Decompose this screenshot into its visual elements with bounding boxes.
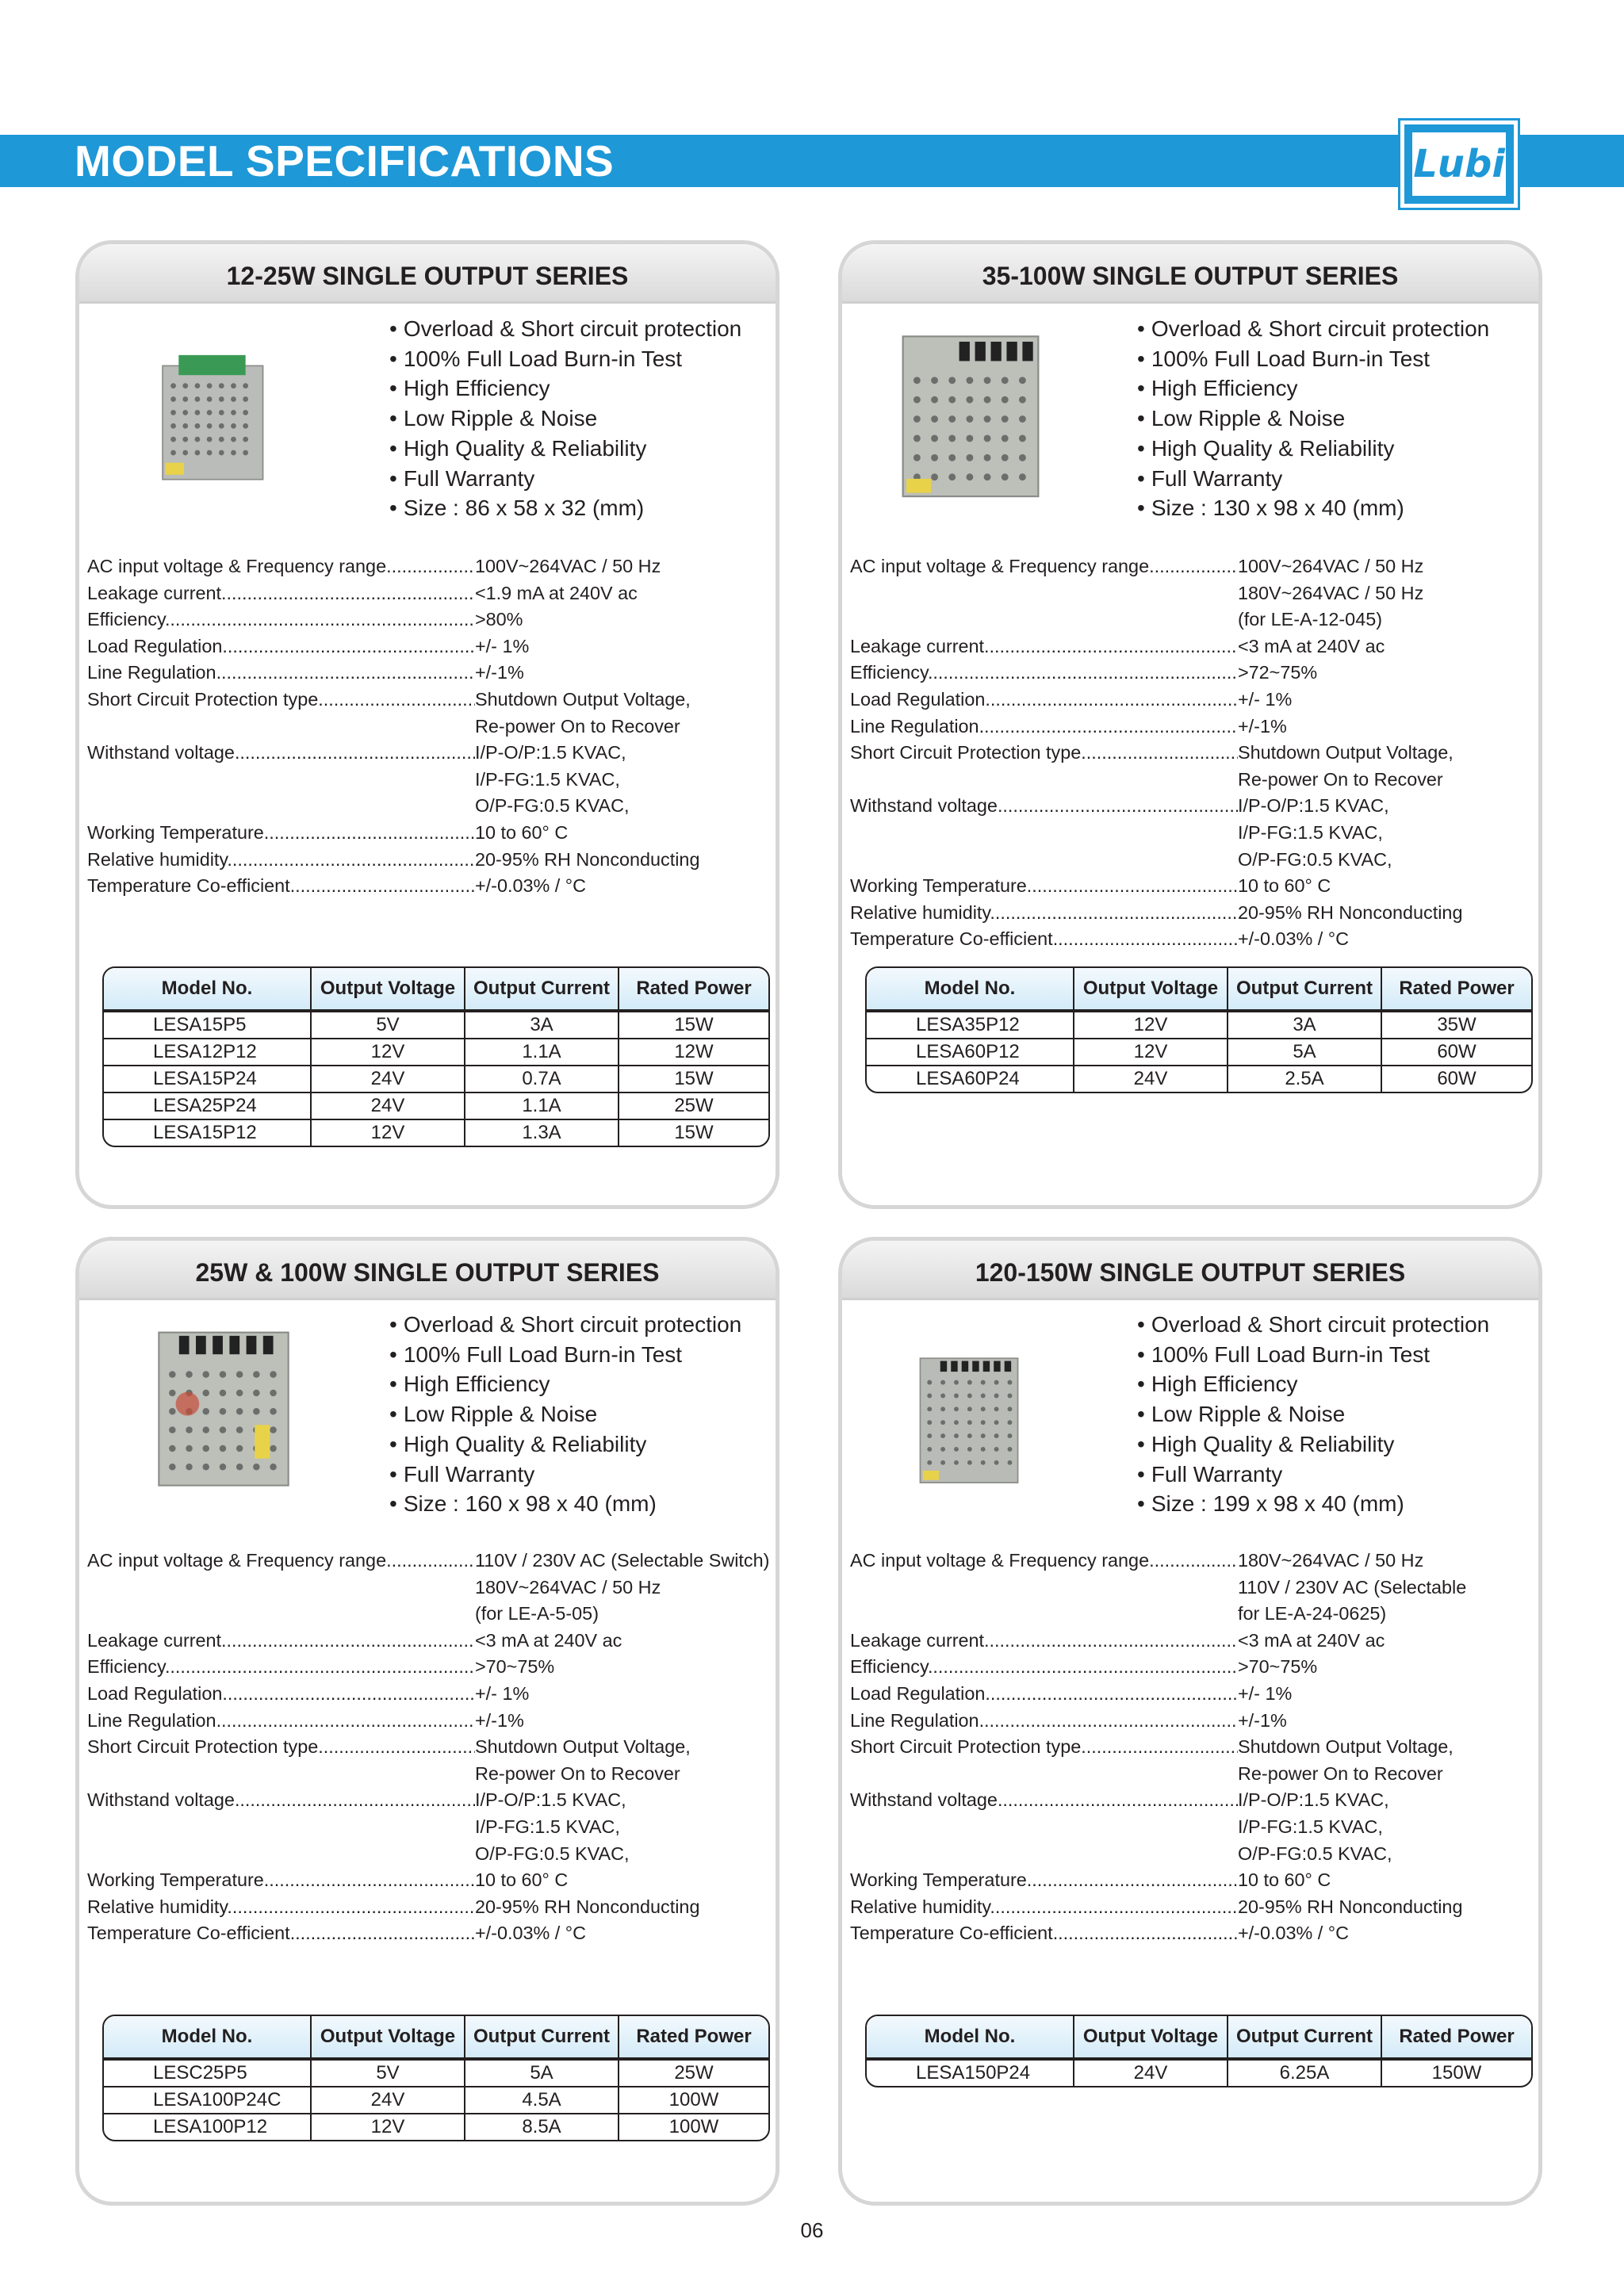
spec-row: [87, 1654, 769, 1681]
table-cell: 5A: [1227, 1039, 1381, 1065]
spec-label: AC input voltage & Frequency range .....: [87, 1548, 475, 1628]
spec-value: I/P-FG:1.5 KVAC,: [1238, 1816, 1383, 1837]
table-cell: 4.5A: [464, 2087, 618, 2113]
spec-row: [850, 1681, 1466, 1708]
spec-label: Temperature Co-efficient .....: [850, 926, 1238, 953]
spec-value: >80%: [475, 609, 523, 630]
power-supply-image: [154, 1312, 293, 1502]
spec-value: 10 to 60° C: [475, 1869, 569, 1891]
spec-value: <3 mA at 240V ac: [1238, 635, 1385, 656]
table-cell: LESA25P24: [153, 1095, 257, 1116]
spec-label: Leakage current .....: [850, 1628, 1238, 1655]
power-supply-image: [914, 1312, 1025, 1526]
table-cell: LESA15P5: [153, 1014, 247, 1035]
spec-label: Relative humidity .....: [87, 847, 475, 874]
table-cell: 1.3A: [464, 1120, 618, 1146]
spec-value: 10 to 60° C: [1238, 1869, 1331, 1891]
table-header-cell: Rated Power: [1381, 2016, 1531, 2057]
spec-row: [850, 873, 1462, 900]
table-cell: 1.1A: [464, 1039, 618, 1065]
feature-list: [389, 314, 741, 523]
feature-list: [1137, 1310, 1489, 1519]
power-supply-image: [159, 347, 270, 490]
table-header-row: [867, 968, 1531, 1011]
spec-value: <1.9 mA at 240V ac: [475, 582, 638, 603]
table-cell: 24V: [310, 1066, 464, 1092]
spec-value: Shutdown Output Voltage,: [1238, 1736, 1454, 1758]
table-cell: 25W: [618, 2061, 768, 2086]
table-cell: 12V: [310, 1120, 464, 1146]
spec-value: >72~75%: [1238, 662, 1318, 683]
spec-label: Efficiency .....: [87, 1654, 475, 1681]
page-number: 06: [800, 2218, 824, 2242]
spec-value: 110V / 230V AC (Selectable: [1238, 1576, 1467, 1598]
table-header-cell: Model No.: [161, 2026, 253, 2047]
spec-row: [850, 926, 1462, 953]
spec-label: AC input voltage & Frequency range .....: [850, 553, 1238, 633]
table-cell: 15W: [618, 1120, 768, 1146]
model-table: [102, 966, 770, 1147]
spec-value: O/P-FG:0.5 KVAC,: [1238, 848, 1392, 870]
spec-value: +/-0.03% / °C: [1238, 928, 1350, 950]
spec-value: +/-1%: [475, 662, 524, 683]
spec-value: I/P-FG:1.5 KVAC,: [1238, 821, 1383, 843]
spec-value: +/-0.03% / °C: [475, 875, 587, 897]
spec-value: >70~75%: [475, 1656, 555, 1678]
table-header-cell: Model No.: [161, 978, 253, 999]
spec-row: [850, 660, 1462, 687]
spec-value: +/-1%: [475, 1709, 524, 1731]
table-cell: 24V: [1073, 2061, 1227, 2086]
spec-value: 100V~264VAC / 50 Hz: [475, 556, 661, 576]
spec-row: [87, 1708, 769, 1735]
spec-row: [87, 1681, 769, 1708]
spec-row: [87, 847, 699, 874]
spec-value: +/- 1%: [1238, 688, 1293, 710]
feature-item: • 100% Full Load Burn-in Test: [1137, 1340, 1489, 1370]
spec-label: Temperature Co-efficient .....: [850, 1920, 1238, 1947]
table-header-cell: Output Current: [464, 2016, 618, 2057]
card-25w-100w-series: [75, 1237, 779, 2206]
spec-label: Relative humidity .....: [87, 1894, 475, 1921]
table-row: [867, 2059, 1531, 2086]
spec-value: I/P-FG:1.5 KVAC,: [475, 1816, 620, 1837]
feature-item: • Low Ripple & Noise: [1137, 404, 1489, 434]
spec-value: 180V~264VAC / 50 Hz: [1238, 582, 1424, 603]
spec-value: I/P-O/P:1.5 KVAC,: [475, 742, 626, 763]
logo-text: Lubi: [1413, 142, 1505, 186]
spec-value: (for LE-A-5-05): [475, 1603, 599, 1624]
feature-list: [1137, 314, 1489, 523]
spec-row: [850, 1628, 1466, 1655]
table-cell: 24V: [310, 1093, 464, 1119]
spec-value: Shutdown Output Voltage,: [1238, 742, 1454, 763]
spec-row: [850, 1920, 1466, 1947]
spec-label: Withstand voltage .....: [850, 793, 1238, 873]
spec-value: 20-95% RH Nonconducting: [1238, 1896, 1463, 1917]
spec-label: Line Regulation .....: [87, 660, 475, 687]
table-cell: 12W: [618, 1039, 768, 1065]
spec-value: Re-power On to Recover: [475, 715, 680, 737]
spec-row: [850, 1894, 1466, 1921]
spec-value: I/P-O/P:1.5 KVAC,: [475, 1789, 626, 1811]
feature-item: • High Efficiency: [389, 1369, 741, 1399]
table-cell: LESA60P24: [916, 1068, 1020, 1089]
spec-label: Leakage current .....: [87, 1628, 475, 1655]
feature-item: • Overload & Short circuit protection: [389, 314, 741, 344]
spec-label: Withstand voltage .....: [87, 740, 475, 820]
spec-value: Shutdown Output Voltage,: [475, 1736, 691, 1758]
spec-value: O/P-FG:0.5 KVAC,: [475, 795, 630, 817]
spec-row: [87, 740, 699, 820]
table-cell: LESA100P12: [153, 2116, 268, 2137]
spec-label: Line Regulation .....: [87, 1708, 475, 1735]
feature-item: • High Quality & Reliability: [389, 1429, 741, 1460]
spec-value: >70~75%: [1238, 1656, 1318, 1678]
spec-list: [87, 1548, 769, 1947]
feature-item: • Size : 160 x 98 x 40 (mm): [389, 1489, 741, 1519]
spec-value: 100V~264VAC / 50 Hz: [1238, 556, 1424, 576]
card-35-100w-series: [838, 240, 1542, 1209]
feature-item: • High Quality & Reliability: [389, 434, 741, 464]
table-cell: 35W: [1381, 1012, 1531, 1038]
table-row: [104, 2059, 768, 2086]
table-cell: LESA12P12: [153, 1041, 257, 1062]
spec-row: [850, 1708, 1466, 1735]
table-cell: 3A: [464, 1012, 618, 1038]
spec-label: Withstand voltage .....: [850, 1787, 1238, 1867]
table-cell: 5V: [310, 2061, 464, 2086]
spec-row: [87, 1548, 769, 1628]
spec-row: [87, 1867, 769, 1894]
spec-label: Working Temperature .....: [87, 1867, 475, 1894]
feature-item: • Overload & Short circuit protection: [1137, 1310, 1489, 1340]
spec-row: [87, 820, 699, 847]
table-row: [104, 1038, 768, 1065]
table-header-cell: Model No.: [924, 2026, 1016, 2047]
spec-label: Efficiency .....: [850, 1654, 1238, 1681]
spec-value: I/P-O/P:1.5 KVAC,: [1238, 1789, 1389, 1811]
table-row: [867, 1038, 1531, 1065]
table-header-cell: Output Current: [1227, 2016, 1381, 2057]
table-row: [867, 1065, 1531, 1092]
spec-label: Efficiency .....: [87, 607, 475, 633]
spec-row: [850, 714, 1462, 740]
logo-inner: [1412, 132, 1506, 196]
table-header-row: [867, 2016, 1531, 2059]
spec-value: for LE-A-24-0625): [1238, 1603, 1387, 1624]
spec-label: Efficiency .....: [850, 660, 1238, 687]
brand-logo: [1400, 121, 1518, 208]
page-title: MODEL SPECIFICATIONS: [75, 136, 615, 186]
table-cell: LESA35P12: [916, 1014, 1020, 1035]
table-header-cell: Rated Power: [618, 2016, 768, 2057]
spec-label: Load Regulation .....: [87, 1681, 475, 1708]
spec-row: [850, 793, 1462, 873]
spec-label: Leakage current .....: [850, 633, 1238, 660]
table-cell: 24V: [1073, 1066, 1227, 1092]
table-row: [104, 2086, 768, 2113]
card-title: 25W & 100W SINGLE OUTPUT SERIES: [195, 1258, 660, 1287]
card-title: 12-25W SINGLE OUTPUT SERIES: [226, 262, 629, 290]
spec-row: [850, 687, 1462, 714]
spec-row: [850, 1787, 1466, 1867]
table-cell: 5V: [310, 1012, 464, 1038]
table-cell: 12V: [1073, 1012, 1227, 1038]
spec-value: 20-95% RH Nonconducting: [1238, 901, 1463, 923]
table-header-cell: Output Voltage: [310, 968, 464, 1009]
spec-row: [87, 1787, 769, 1867]
table-cell: 24V: [310, 2087, 464, 2113]
spec-value: O/P-FG:0.5 KVAC,: [475, 1843, 630, 1864]
spec-value: 10 to 60° C: [1238, 875, 1331, 897]
spec-list: [87, 553, 699, 900]
spec-row: [87, 607, 699, 633]
spec-value: I/P-FG:1.5 KVAC,: [475, 768, 620, 790]
spec-value: +/-1%: [1238, 715, 1287, 737]
table-header-cell: Output Current: [1227, 968, 1381, 1009]
spec-label: AC input voltage & Frequency range .....: [850, 1548, 1238, 1628]
table-header-cell: Rated Power: [1381, 968, 1531, 1009]
model-table: [102, 2015, 770, 2141]
spec-value: O/P-FG:0.5 KVAC,: [1238, 1843, 1392, 1864]
spec-value: 110V / 230V AC (Selectable Switch): [475, 1550, 770, 1571]
feature-item: • Full Warranty: [389, 464, 741, 494]
table-cell: 15W: [618, 1012, 768, 1038]
spec-row: [87, 873, 699, 900]
feature-item: • Size : 199 x 98 x 40 (mm): [1137, 1489, 1489, 1519]
table-cell: LESC25P5: [153, 2062, 247, 2084]
spec-value: <3 mA at 240V ac: [1238, 1629, 1385, 1651]
feature-item: • Low Ripple & Noise: [389, 404, 741, 434]
spec-label: Temperature Co-efficient .....: [87, 873, 475, 900]
table-cell: 3A: [1227, 1012, 1381, 1038]
spec-label: Short Circuit Protection type .....: [850, 1734, 1238, 1787]
feature-item: • High Quality & Reliability: [1137, 1429, 1489, 1460]
table-header-cell: Output Voltage: [310, 2016, 464, 2057]
feature-item: • Full Warranty: [389, 1460, 741, 1490]
spec-label: AC input voltage & Frequency range .....: [87, 553, 475, 580]
spec-row: [850, 633, 1462, 660]
feature-item: • High Efficiency: [1137, 373, 1489, 404]
spec-row: [87, 660, 699, 687]
table-cell: 2.5A: [1227, 1066, 1381, 1092]
table-cell: 15W: [618, 1066, 768, 1092]
power-supply-image: [898, 323, 1044, 506]
table-cell: 25W: [618, 1093, 768, 1119]
table-cell: LESA15P24: [153, 1068, 257, 1089]
card-title: 35-100W SINGLE OUTPUT SERIES: [982, 262, 1399, 290]
model-table: [865, 2015, 1533, 2087]
table-header-cell: Rated Power: [618, 968, 768, 1009]
spec-value: I/P-O/P:1.5 KVAC,: [1238, 795, 1389, 817]
spec-value: Re-power On to Recover: [475, 1762, 680, 1784]
spec-row: [87, 1628, 769, 1655]
spec-value: (for LE-A-12-045): [1238, 609, 1382, 630]
spec-label: Relative humidity .....: [850, 900, 1238, 927]
spec-row: [850, 900, 1462, 927]
spec-value: +/-0.03% / °C: [1238, 1923, 1350, 1944]
feature-item: • 100% Full Load Burn-in Test: [389, 344, 741, 374]
feature-item: • 100% Full Load Burn-in Test: [1137, 344, 1489, 374]
table-cell: 12V: [310, 1039, 464, 1065]
table-header-cell: Output Voltage: [1073, 2016, 1227, 2057]
table-cell: 8.5A: [464, 2114, 618, 2140]
spec-label: Working Temperature .....: [87, 820, 475, 847]
table-row: [104, 1065, 768, 1092]
spec-value: +/-0.03% / °C: [475, 1923, 587, 1944]
table-cell: 1.1A: [464, 1093, 618, 1119]
table-cell: LESA15P12: [153, 1122, 257, 1143]
table-row: [867, 1011, 1531, 1038]
feature-item: • High Efficiency: [1137, 1369, 1489, 1399]
spec-label: Short Circuit Protection type .....: [87, 687, 475, 740]
feature-item: • Low Ripple & Noise: [1137, 1399, 1489, 1429]
table-cell: 150W: [1381, 2061, 1531, 2086]
spec-label: Line Regulation .....: [850, 1708, 1238, 1735]
feature-item: • 100% Full Load Burn-in Test: [389, 1340, 741, 1370]
table-header-cell: Model No.: [924, 978, 1016, 999]
spec-row: [850, 553, 1462, 633]
model-table: [865, 966, 1533, 1093]
spec-row: [87, 633, 699, 660]
feature-item: • Full Warranty: [1137, 1460, 1489, 1490]
table-cell: 6.25A: [1227, 2061, 1381, 2086]
feature-item: • Full Warranty: [1137, 464, 1489, 494]
spec-label: Working Temperature .....: [850, 1867, 1238, 1894]
spec-value: Shutdown Output Voltage,: [475, 688, 691, 710]
card-title: 120-150W SINGLE OUTPUT SERIES: [975, 1258, 1406, 1287]
table-header-row: [104, 2016, 768, 2059]
table-row: [104, 2113, 768, 2140]
feature-item: • Overload & Short circuit protection: [389, 1310, 741, 1340]
spec-row: [850, 1867, 1466, 1894]
spec-row: [850, 740, 1462, 793]
spec-label: Withstand voltage .....: [87, 1787, 475, 1867]
table-cell: 60W: [1381, 1039, 1531, 1065]
table-row: [104, 1092, 768, 1119]
spec-row: [87, 580, 699, 607]
spec-label: Short Circuit Protection type .....: [850, 740, 1238, 793]
feature-item: • High Quality & Reliability: [1137, 434, 1489, 464]
feature-item: • Size : 86 x 58 x 32 (mm): [389, 493, 741, 523]
feature-item: • Overload & Short circuit protection: [1137, 314, 1489, 344]
table-cell: LESA100P24C: [153, 2089, 282, 2110]
table-header-cell: Output Current: [464, 968, 618, 1009]
spec-value: 20-95% RH Nonconducting: [475, 1896, 700, 1917]
spec-row: [87, 1920, 769, 1947]
spec-row: [850, 1548, 1466, 1628]
spec-row: [87, 687, 699, 740]
card-12-25w-series: [75, 240, 779, 1209]
table-row: [104, 1011, 768, 1038]
spec-row: [87, 553, 699, 580]
spec-label: Load Regulation .....: [87, 633, 475, 660]
spec-row: [87, 1894, 769, 1921]
feature-item: • Size : 130 x 98 x 40 (mm): [1137, 493, 1489, 523]
spec-row: [850, 1654, 1466, 1681]
table-cell: 12V: [1073, 1039, 1227, 1065]
spec-value: +/- 1%: [475, 635, 530, 656]
spec-row: [850, 1734, 1466, 1787]
spec-label: Load Regulation .....: [850, 1681, 1238, 1708]
spec-value: 180V~264VAC / 50 Hz: [475, 1576, 661, 1598]
spec-value: 180V~264VAC / 50 Hz: [1238, 1550, 1424, 1571]
table-header-row: [104, 968, 768, 1011]
table-header-cell: Output Voltage: [1073, 968, 1227, 1009]
spec-value: Re-power On to Recover: [1238, 1762, 1443, 1784]
spec-label: Relative humidity .....: [850, 1894, 1238, 1921]
table-cell: 100W: [618, 2087, 768, 2113]
spec-label: Line Regulation .....: [850, 714, 1238, 740]
spec-value: +/-1%: [1238, 1709, 1287, 1731]
spec-label: Working Temperature .....: [850, 873, 1238, 900]
spec-list: [850, 553, 1462, 953]
feature-item: • High Efficiency: [389, 373, 741, 404]
spec-label: Short Circuit Protection type .....: [87, 1734, 475, 1787]
spec-list: [850, 1548, 1466, 1947]
table-cell: 12V: [310, 2114, 464, 2140]
feature-list: [389, 1310, 741, 1519]
spec-label: Load Regulation .....: [850, 687, 1238, 714]
feature-item: • Low Ripple & Noise: [389, 1399, 741, 1429]
table-cell: 60W: [1381, 1066, 1531, 1092]
table-cell: LESA60P12: [916, 1041, 1020, 1062]
spec-value: +/- 1%: [475, 1682, 530, 1704]
spec-value: <3 mA at 240V ac: [475, 1629, 622, 1651]
spec-value: 10 to 60° C: [475, 821, 569, 843]
table-cell: LESA150P24: [916, 2062, 1031, 2084]
spec-value: Re-power On to Recover: [1238, 768, 1443, 790]
spec-row: [87, 1734, 769, 1787]
spec-value: 20-95% RH Nonconducting: [475, 848, 700, 870]
spec-label: Temperature Co-efficient .....: [87, 1920, 475, 1947]
table-row: [104, 1119, 768, 1146]
card-120-150w-series: [838, 1237, 1542, 2206]
table-cell: 5A: [464, 2061, 618, 2086]
spec-value: +/- 1%: [1238, 1682, 1293, 1704]
table-cell: 100W: [618, 2114, 768, 2140]
spec-label: Leakage current .....: [87, 580, 475, 607]
table-cell: 0.7A: [464, 1066, 618, 1092]
